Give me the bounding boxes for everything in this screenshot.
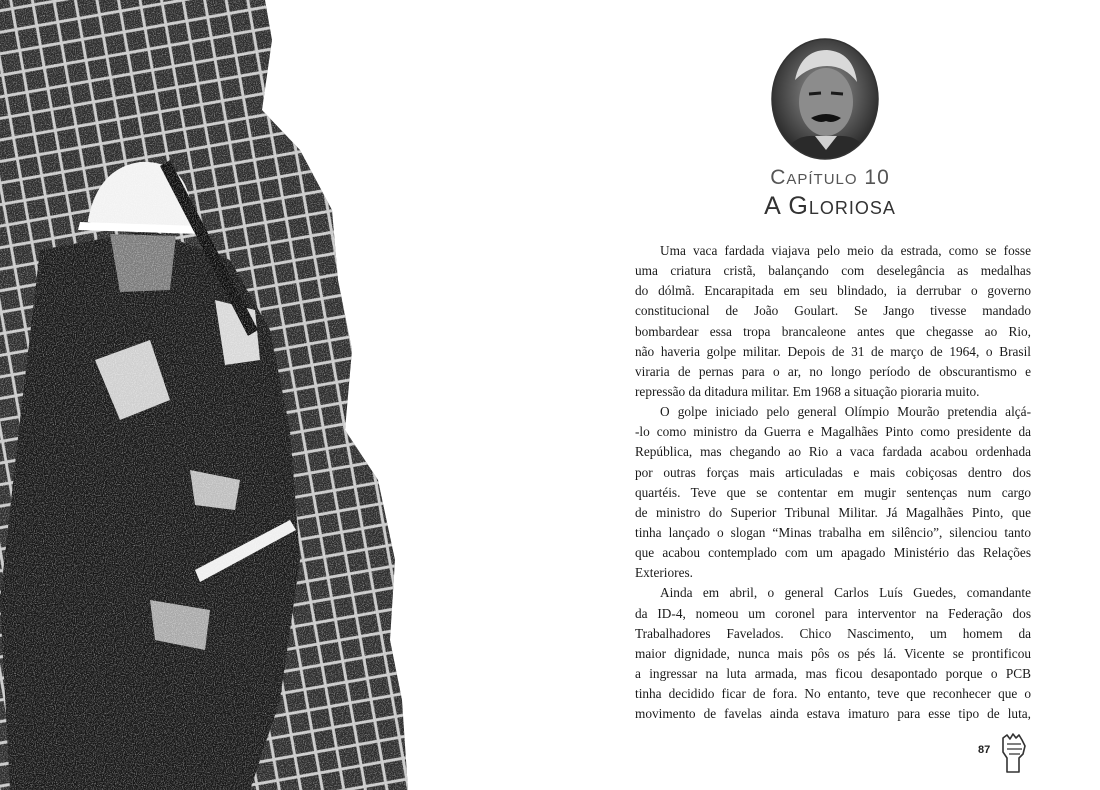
text-line: por outras forças mais articuladas e mais cobiçosas dentro dos: [635, 464, 1031, 480]
text-line: O golpe iniciado pelo general Olímpio Mourão pretendia alçá-: [660, 404, 1031, 420]
chapter-title: A Gloriosa: [764, 192, 896, 220]
raised-fist-icon: [995, 732, 1031, 774]
text-line: não haveria golpe militar. Depois de 31 de março de 1964, o Brasil: [635, 343, 1031, 359]
text-line: de ministro do Superior Tribunal Militar. Já Magalhães Pinto, que: [635, 504, 1031, 520]
text-line: repressão da ditadura militar. Em 1968 a situação pioraria muito.: [635, 383, 980, 399]
text-line: quartéis. Teve que se contentar em mugir sentenças num cargo: [635, 484, 1031, 500]
page-number: 87: [978, 744, 991, 756]
text-line: Trabalhadores Favelados. Chico Nascimento, um homem da: [635, 625, 1031, 641]
text-line: a ingressar na luta armada, mas ficou desapontado porque o PCB: [635, 665, 1031, 681]
text-line: -lo como ministro da Guerra e Magalhães Pinto como presidente da: [635, 424, 1031, 440]
text-line: da ID-4, nomeou um coronel para interventor na Federação dos: [635, 605, 1031, 621]
text-line: uma criatura cristã, balançando com deselegância as medalhas: [635, 263, 1031, 279]
text-line: do dólmã. Encarapitada em seu blindado, ia derrubar o governo: [635, 283, 1031, 299]
text-line: constitucional de João Goulart. Se Jango tivesse mandado: [635, 303, 1031, 319]
author-portrait: [771, 38, 879, 160]
chapter-number: Capítulo 10: [770, 166, 890, 189]
body-text: [635, 241, 1031, 724]
text-line: tinha decidido ficar de fora. No entanto, teve que reconhecer que o: [635, 686, 1031, 702]
text-line: viraria de pernas para o ar, no longo período de obscurantismo e: [635, 363, 1031, 379]
text-line: maior dignidade, nunca mais pôs os pés lá. Vicente se prontificou: [635, 645, 1031, 661]
text-line: que acabou contemplado com um apagado Ministério das Relações: [635, 545, 1031, 561]
halftone-photo-worker-fence: [0, 0, 420, 790]
text-line: Exteriores.: [635, 565, 693, 581]
text-line: República, mas chegando ao Rio a vaca fardada acabou ordenhada: [635, 444, 1031, 460]
text-line: Uma vaca fardada viajava pelo meio da estrada, como se fosse: [660, 243, 1031, 258]
text-line: movimento de favelas ainda estava imaturo para esse tipo de luta,: [635, 706, 1031, 722]
text-line: Ainda em abril, o general Carlos Luís Guedes, comandante: [660, 585, 1031, 601]
text-line: tinha lançado o slogan “Minas trabalha em silêncio”, silenciou tanto: [635, 524, 1031, 540]
text-line: bombardear essa tropa brancaleone antes que chegasse ao Rio,: [635, 323, 1031, 339]
